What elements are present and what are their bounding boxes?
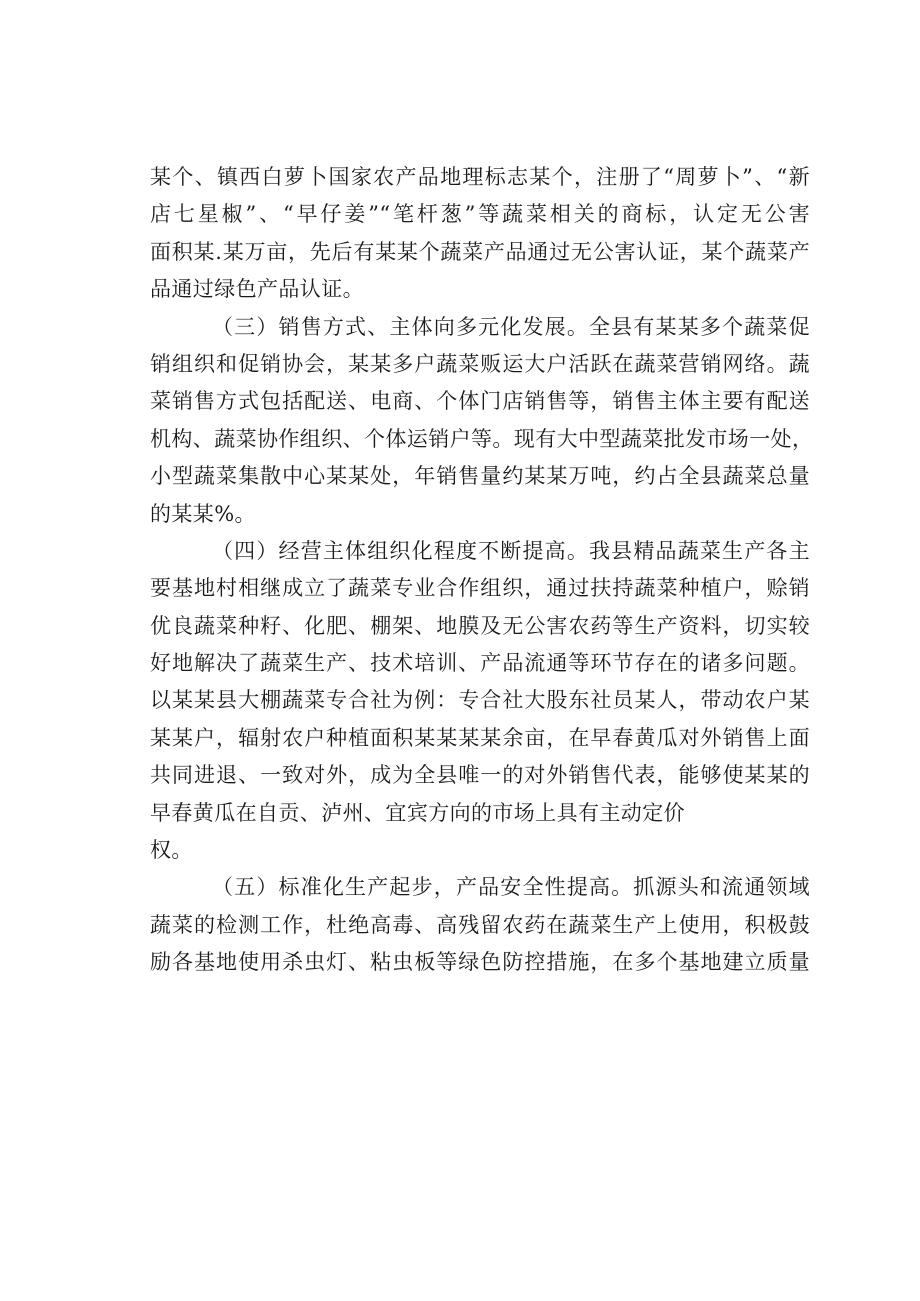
text-line: 店七星椒”、“早仔姜”“笔杆葱”等蔬菜相关的商标，认定无公害 [150,202,810,227]
text-line: 机构、蔬菜协作组织、个体运销户等。现有大中型蔬菜批发市场一处， [150,426,814,451]
text-line: 以某某县大棚蔬菜专合社为例：专合社大股东社员某人，带动农户某 [150,688,810,713]
text-line: 要基地村相继成立了蔬菜专业合作组织，通过扶持蔬菜种植户，赊销 [150,576,810,601]
text-line: 共同进退、一致对外，成为全县唯一的对外销售代表，能够使某某的 [150,763,810,788]
text-line: 早春黄瓜在自贡、泸州、宜宾方向的市场上具有主动定价 [150,800,685,825]
section-heading-line: （四）经营主体组织化程度不断提高。我县精品蔬菜生产各主 [212,538,810,563]
text-line: 励各基地使用杀虫灯、粘虫板等绿色防控措施，在多个基地建立质量 [150,950,810,975]
text-line: 菜销售方式包括配送、电商、个体门店销售等，销售主体主要有配送 [150,389,810,414]
text-line: 面积某.某万亩，先后有某某个蔬菜产品通过无公害认证，某个蔬菜产 [150,239,810,264]
text-line: 的某某%。 [150,501,256,526]
document-body [150,159,814,982]
text-line: 优良蔬菜种籽、化肥、棚架、地膜及无公害农药等生产资料，切实较 [150,613,810,638]
paragraph-section-4 [150,533,810,870]
text-line: 某某户，辐射农户种植面积某某某某余亩，在早春黄瓜对外销售上面 [150,725,810,750]
text-line: 好地解决了蔬菜生产、技术培训、产品流通等环节存在的诸多问题。 [150,651,810,676]
text-line: 销组织和促销协会，某某多户蔬菜贩运大户活跃在蔬菜营销网络。蔬 [150,351,810,376]
text-line: 权。 [150,838,193,863]
text-line: 小型蔬菜集散中心某某处，年销售量约某某万吨，约占全县蔬菜总量 [150,464,810,489]
paragraph-section-5 [150,869,810,981]
paragraph-section-3 [150,309,814,533]
section-heading-line: （五）标准化生产起步，产品安全性提高。抓源头和流通领域 [212,875,810,900]
text-line: 某个、镇西白萝卜国家农产品地理标志某个，注册了“周萝卜”、“新 [150,165,810,189]
paragraph-continued [150,159,810,309]
section-heading-line: （三）销售方式、主体向多元化发展。全县有某某多个蔬菜促 [212,314,810,339]
text-line: 蔬菜的检测工作，杜绝高毒、高残留农药在蔬菜生产上使用，积极鼓 [150,912,810,937]
text-line: 品通过绿色产品认证。 [150,277,364,302]
